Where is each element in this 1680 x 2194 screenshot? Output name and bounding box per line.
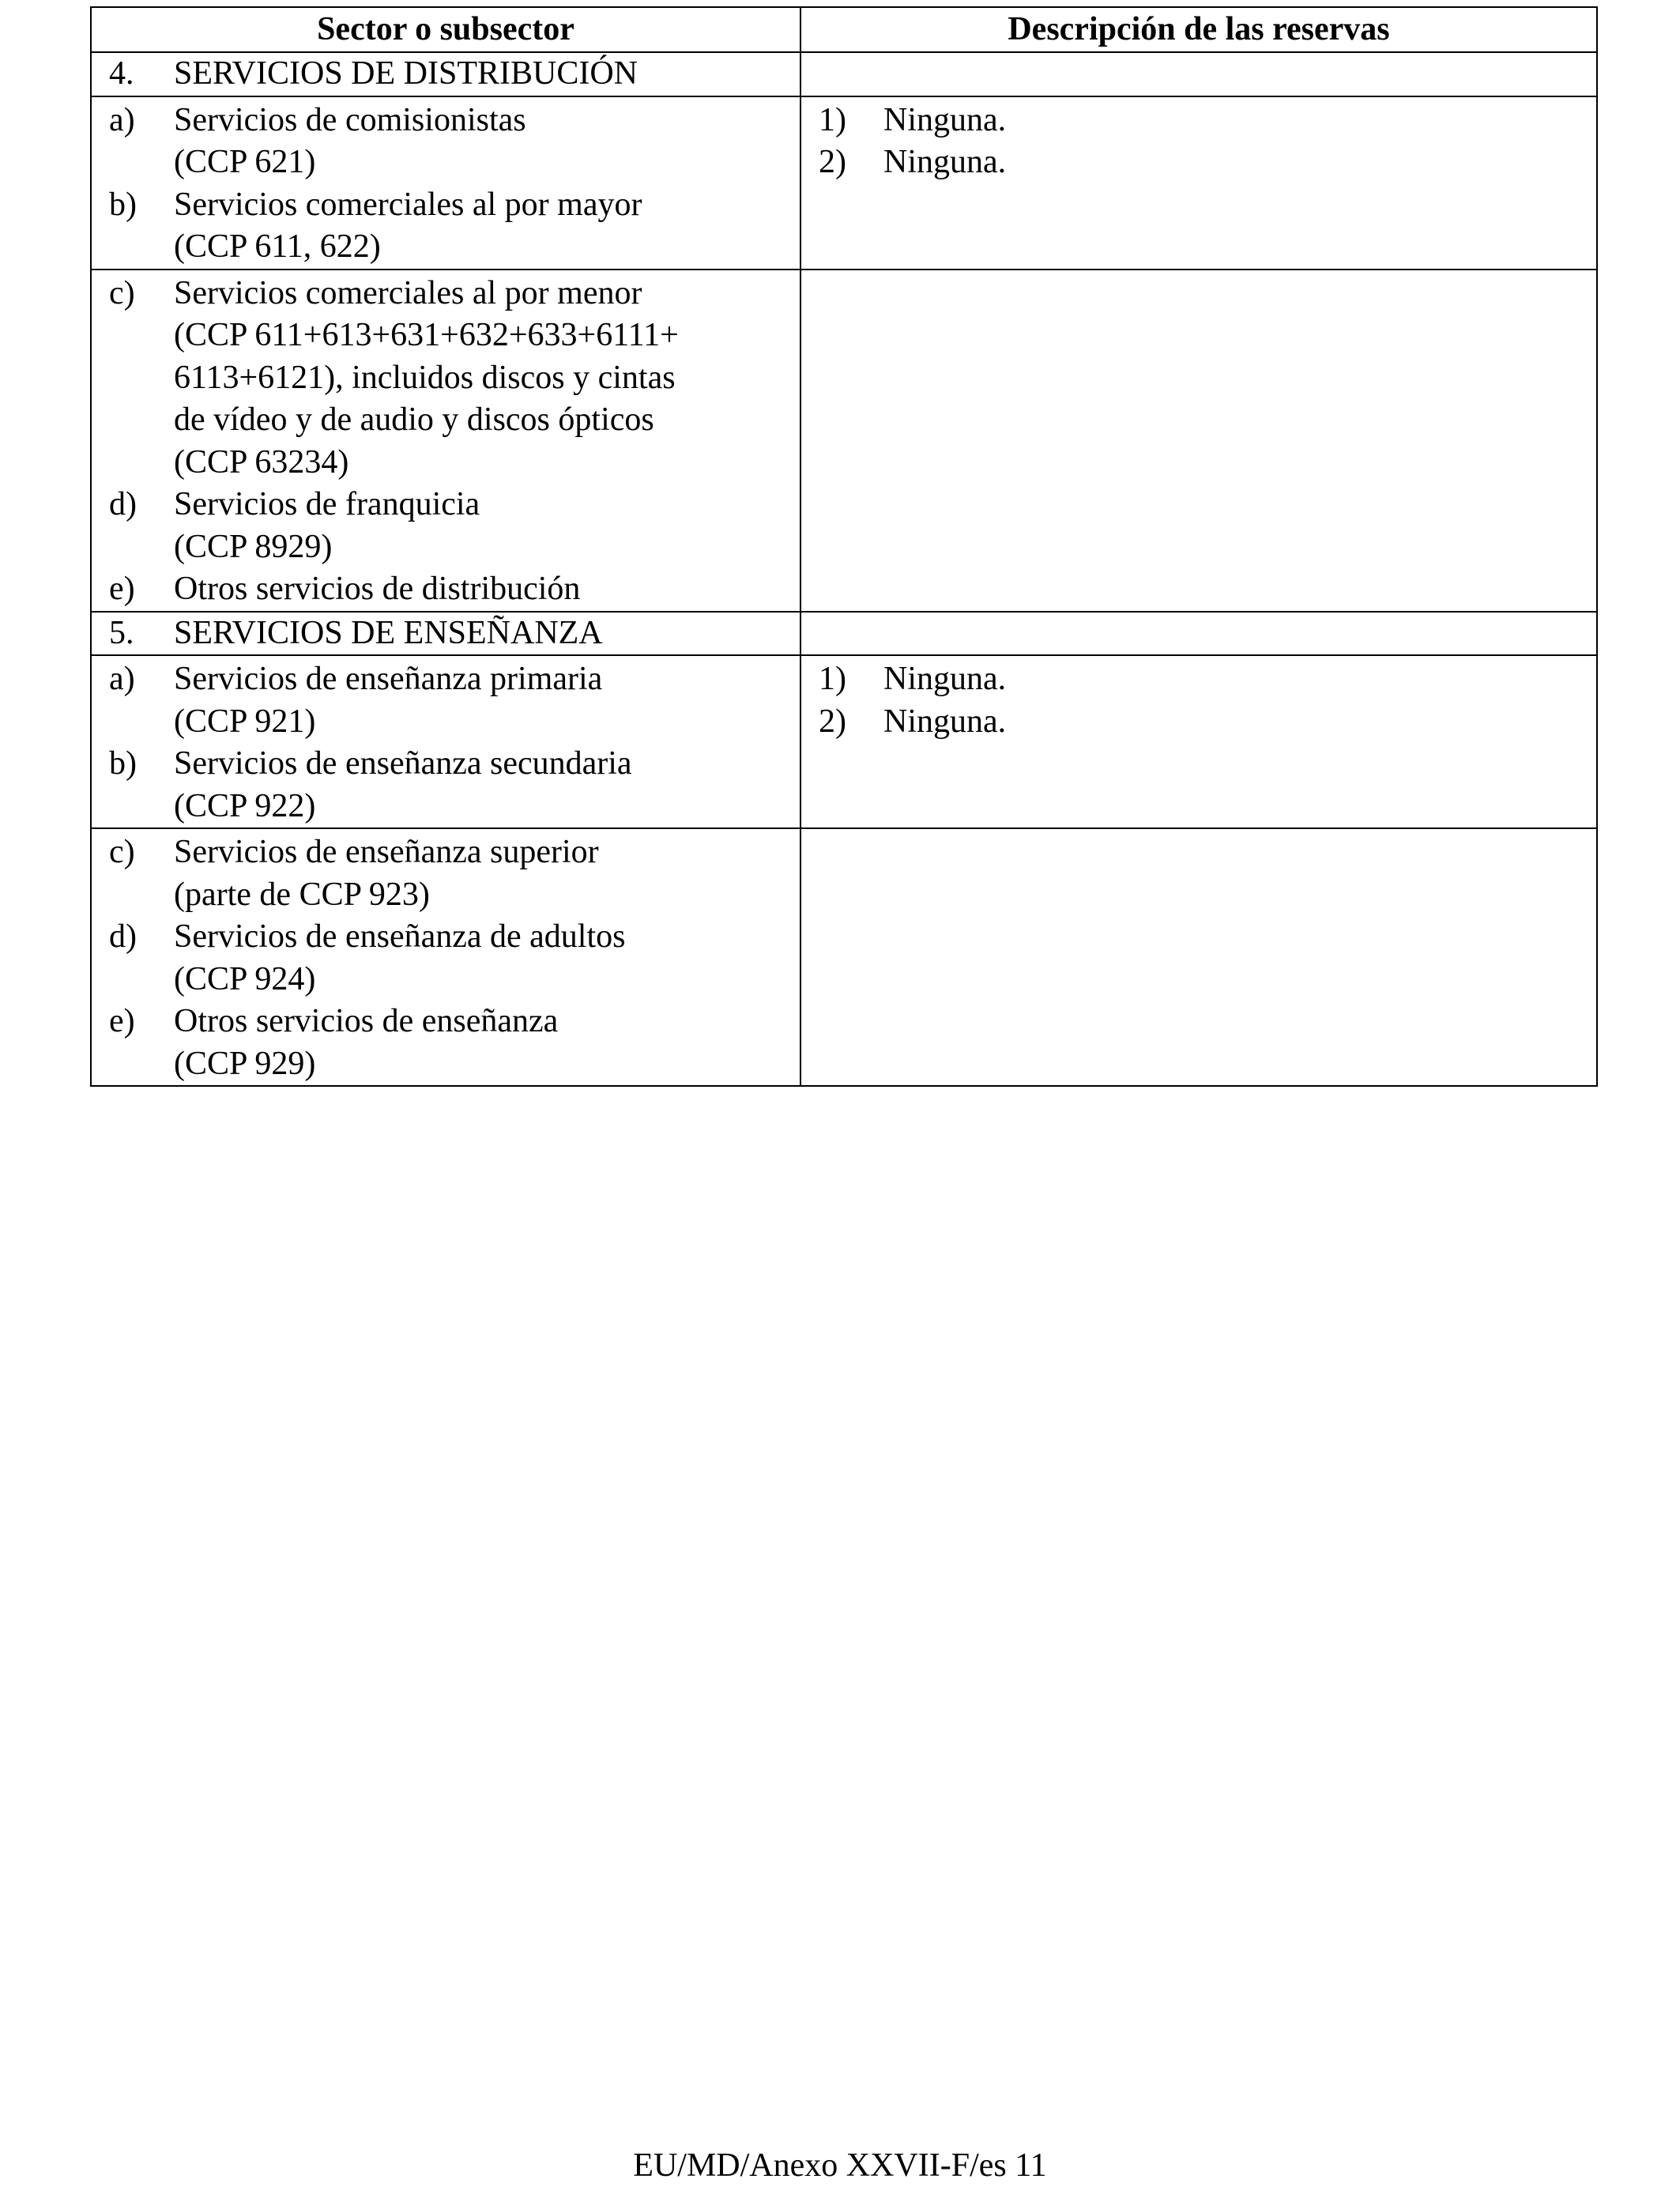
item-line: Servicios comerciales al por mayor [174,186,642,223]
table-row [91,270,1597,612]
reserva-marker: 2) [819,144,846,180]
item-line: 6113+6121), incluidos discos y cintas [174,359,676,396]
sector-cell [91,828,800,1086]
item-line: Servicios de enseñanza secundaria [174,745,632,782]
reserva-text: Ninguna. [883,101,1007,138]
section-title: SERVICIOS DE DISTRIBUCIÓN [174,55,638,92]
reservations-table [90,6,1598,1087]
item-marker: a) [109,661,135,697]
item-line: Servicios de franquicia [174,486,480,522]
section-row-distribucion [91,52,1597,96]
item-marker: b) [109,186,137,223]
reservas-cell [800,828,1597,1086]
item-line: Servicios comerciales al por menor [174,274,642,311]
item-line: (CCP 8929) [174,528,333,565]
item-line: (parte de CCP 923) [174,876,430,913]
item-marker: e) [109,1003,135,1039]
item-line: de vídeo y de audio y discos ópticos [174,401,654,438]
reserva-marker: 2) [819,703,846,740]
item-line: Servicios de enseñanza primaria [174,661,603,697]
item-line: (CCP 621) [174,144,316,180]
item-line: (CCP 921) [174,703,316,740]
page-footer-reference: EU/MD/Anexo XXVII-F/es 11 [633,2147,1047,2184]
item-line: (CCP 922) [174,787,316,824]
reserva-marker: 1) [819,661,846,697]
header-descripcion: Descripción de las reservas [800,7,1597,52]
reservas-cell [800,96,1597,270]
item-line: Servicios de comisionistas [174,101,526,138]
section-number: 4. [109,55,134,92]
item-marker: e) [109,571,135,607]
reserva-text: Ninguna. [883,703,1007,740]
reserva-text: Ninguna. [883,661,1007,697]
table-header-row [91,7,1597,52]
section-empty-cell [800,612,1597,656]
header-sector: Sector o subsector [91,7,800,52]
item-line: Servicios de enseñanza de adultos [174,918,626,955]
item-line: Servicios de enseñanza superior [174,834,599,870]
reservas-cell [800,270,1597,612]
item-line: (CCP 929) [174,1045,316,1082]
item-line: (CCP 611+613+631+632+633+6111+ [174,317,679,353]
reserva-marker: 1) [819,101,846,138]
sector-cell [91,96,800,270]
section-row-ensenanza [91,612,1597,656]
section-title: SERVICIOS DE ENSEÑANZA [174,614,603,651]
sector-cell [91,655,800,828]
reserva-text: Ninguna. [883,144,1007,180]
sector-cell [91,270,800,612]
table-row [91,96,1597,270]
item-marker: c) [109,834,135,870]
item-marker: d) [109,486,137,522]
item-marker: a) [109,101,135,138]
item-marker: b) [109,745,137,782]
item-marker: c) [109,274,135,311]
table-row [91,828,1597,1086]
item-line: (CCP 924) [174,960,316,997]
item-line: (CCP 63234) [174,443,349,481]
item-line: Otros servicios de distribución [174,571,581,607]
table-row [91,655,1597,828]
item-line: Otros servicios de enseñanza [174,1003,559,1039]
section-title-cell [91,612,800,656]
section-number: 5. [109,614,134,651]
section-empty-cell [800,52,1597,96]
item-marker: d) [109,918,137,955]
section-title-cell [91,52,800,96]
item-line: (CCP 611, 622) [174,228,381,265]
reservas-cell [800,655,1597,828]
